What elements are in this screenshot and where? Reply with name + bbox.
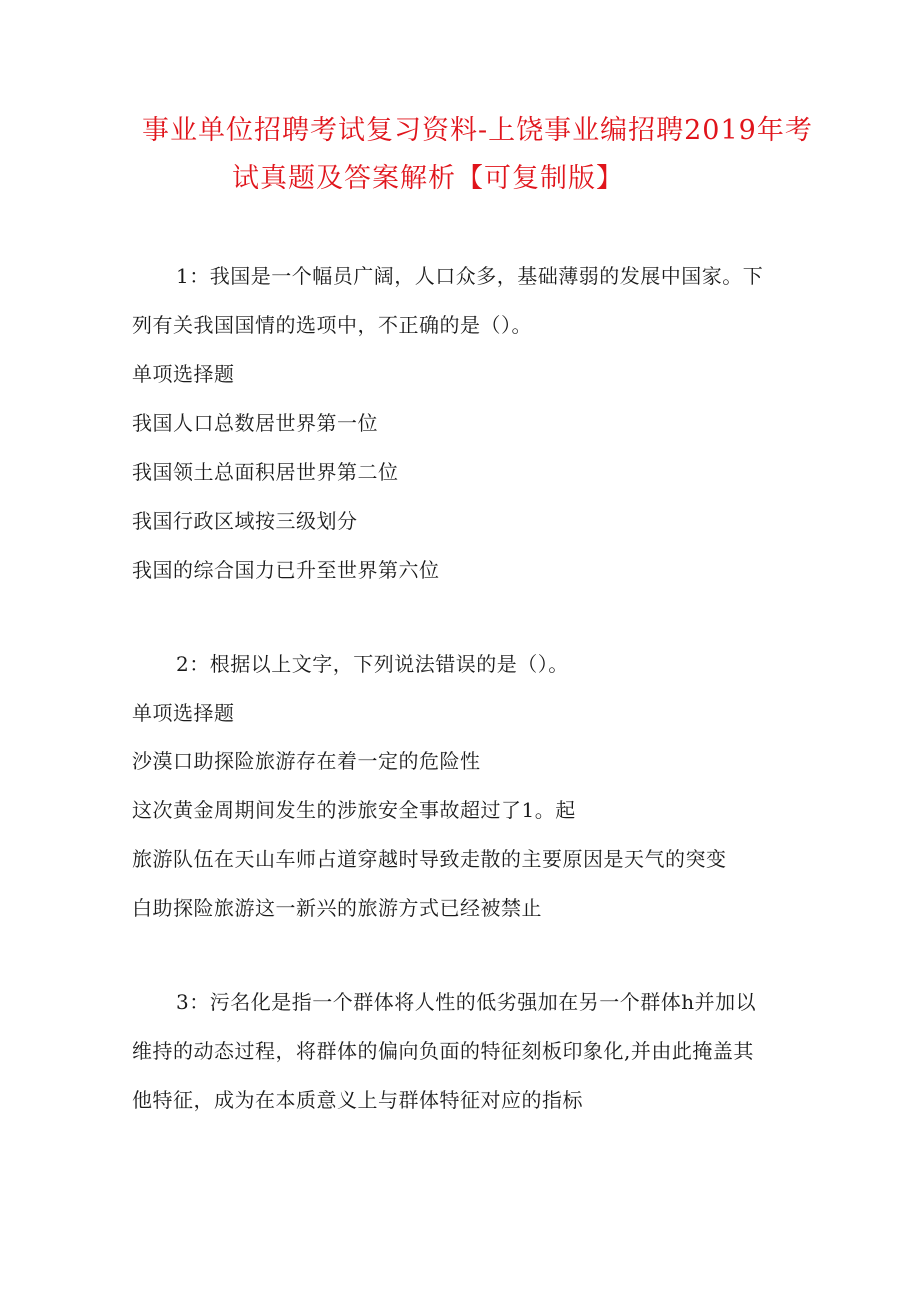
question-1-stem-line-1: 1：我国是一个幅员广阔，人口众多，基础薄弱的发展中国家。下 [176, 264, 764, 288]
question-2-option-d: 白助探险旅游这一新兴的旅游方式已经被禁止 [132, 896, 542, 920]
document-title-line-1: 事业单位招聘考试复习资料-上饶事业编招聘2019年考 [142, 115, 813, 146]
question-2-stem-line-1: 2：根据以上文字，下列说法错误的是（）。 [176, 652, 569, 676]
question-1-option-d: 我国的综合国力已升至世界第六位 [132, 558, 440, 582]
question-1-type: 单项选择题 [132, 362, 235, 386]
question-1-stem-line-2: 列有关我国国情的选项中，不正确的是（）。 [132, 313, 532, 337]
question-2-option-b: 这次黄金周期间发生的涉旅安全事故超过了1。起 [132, 798, 576, 822]
question-3-stem-line-1: 3：污名化是指一个群体将人性的低劣强加在另一个群体h并加以 [176, 990, 757, 1014]
question-2-option-c: 旅游队伍在天山车师占道穿越时导致走散的主要原因是天气的突变 [132, 847, 727, 871]
question-3-stem-line-3: 他特征，成为在本质意义上与群体特征对应的指标 [132, 1088, 583, 1112]
question-2-type: 单项选择题 [132, 701, 235, 725]
question-1-option-a: 我国人口总数居世界第一位 [132, 411, 378, 435]
question-1-option-b: 我国领土总面积居世界第二位 [132, 460, 399, 484]
document-title-line-2: 试真题及答案解析【可复制版】 [232, 163, 624, 194]
question-3-stem-line-2: 维持的动态过程，将群体的偏向负面的特征刻板印象化,并由此掩盖其 [132, 1039, 754, 1063]
question-1-option-c: 我国行政区域按三级划分 [132, 509, 358, 533]
question-2-option-a: 沙漠口助探险旅游存在着一定的危险性 [132, 749, 481, 773]
